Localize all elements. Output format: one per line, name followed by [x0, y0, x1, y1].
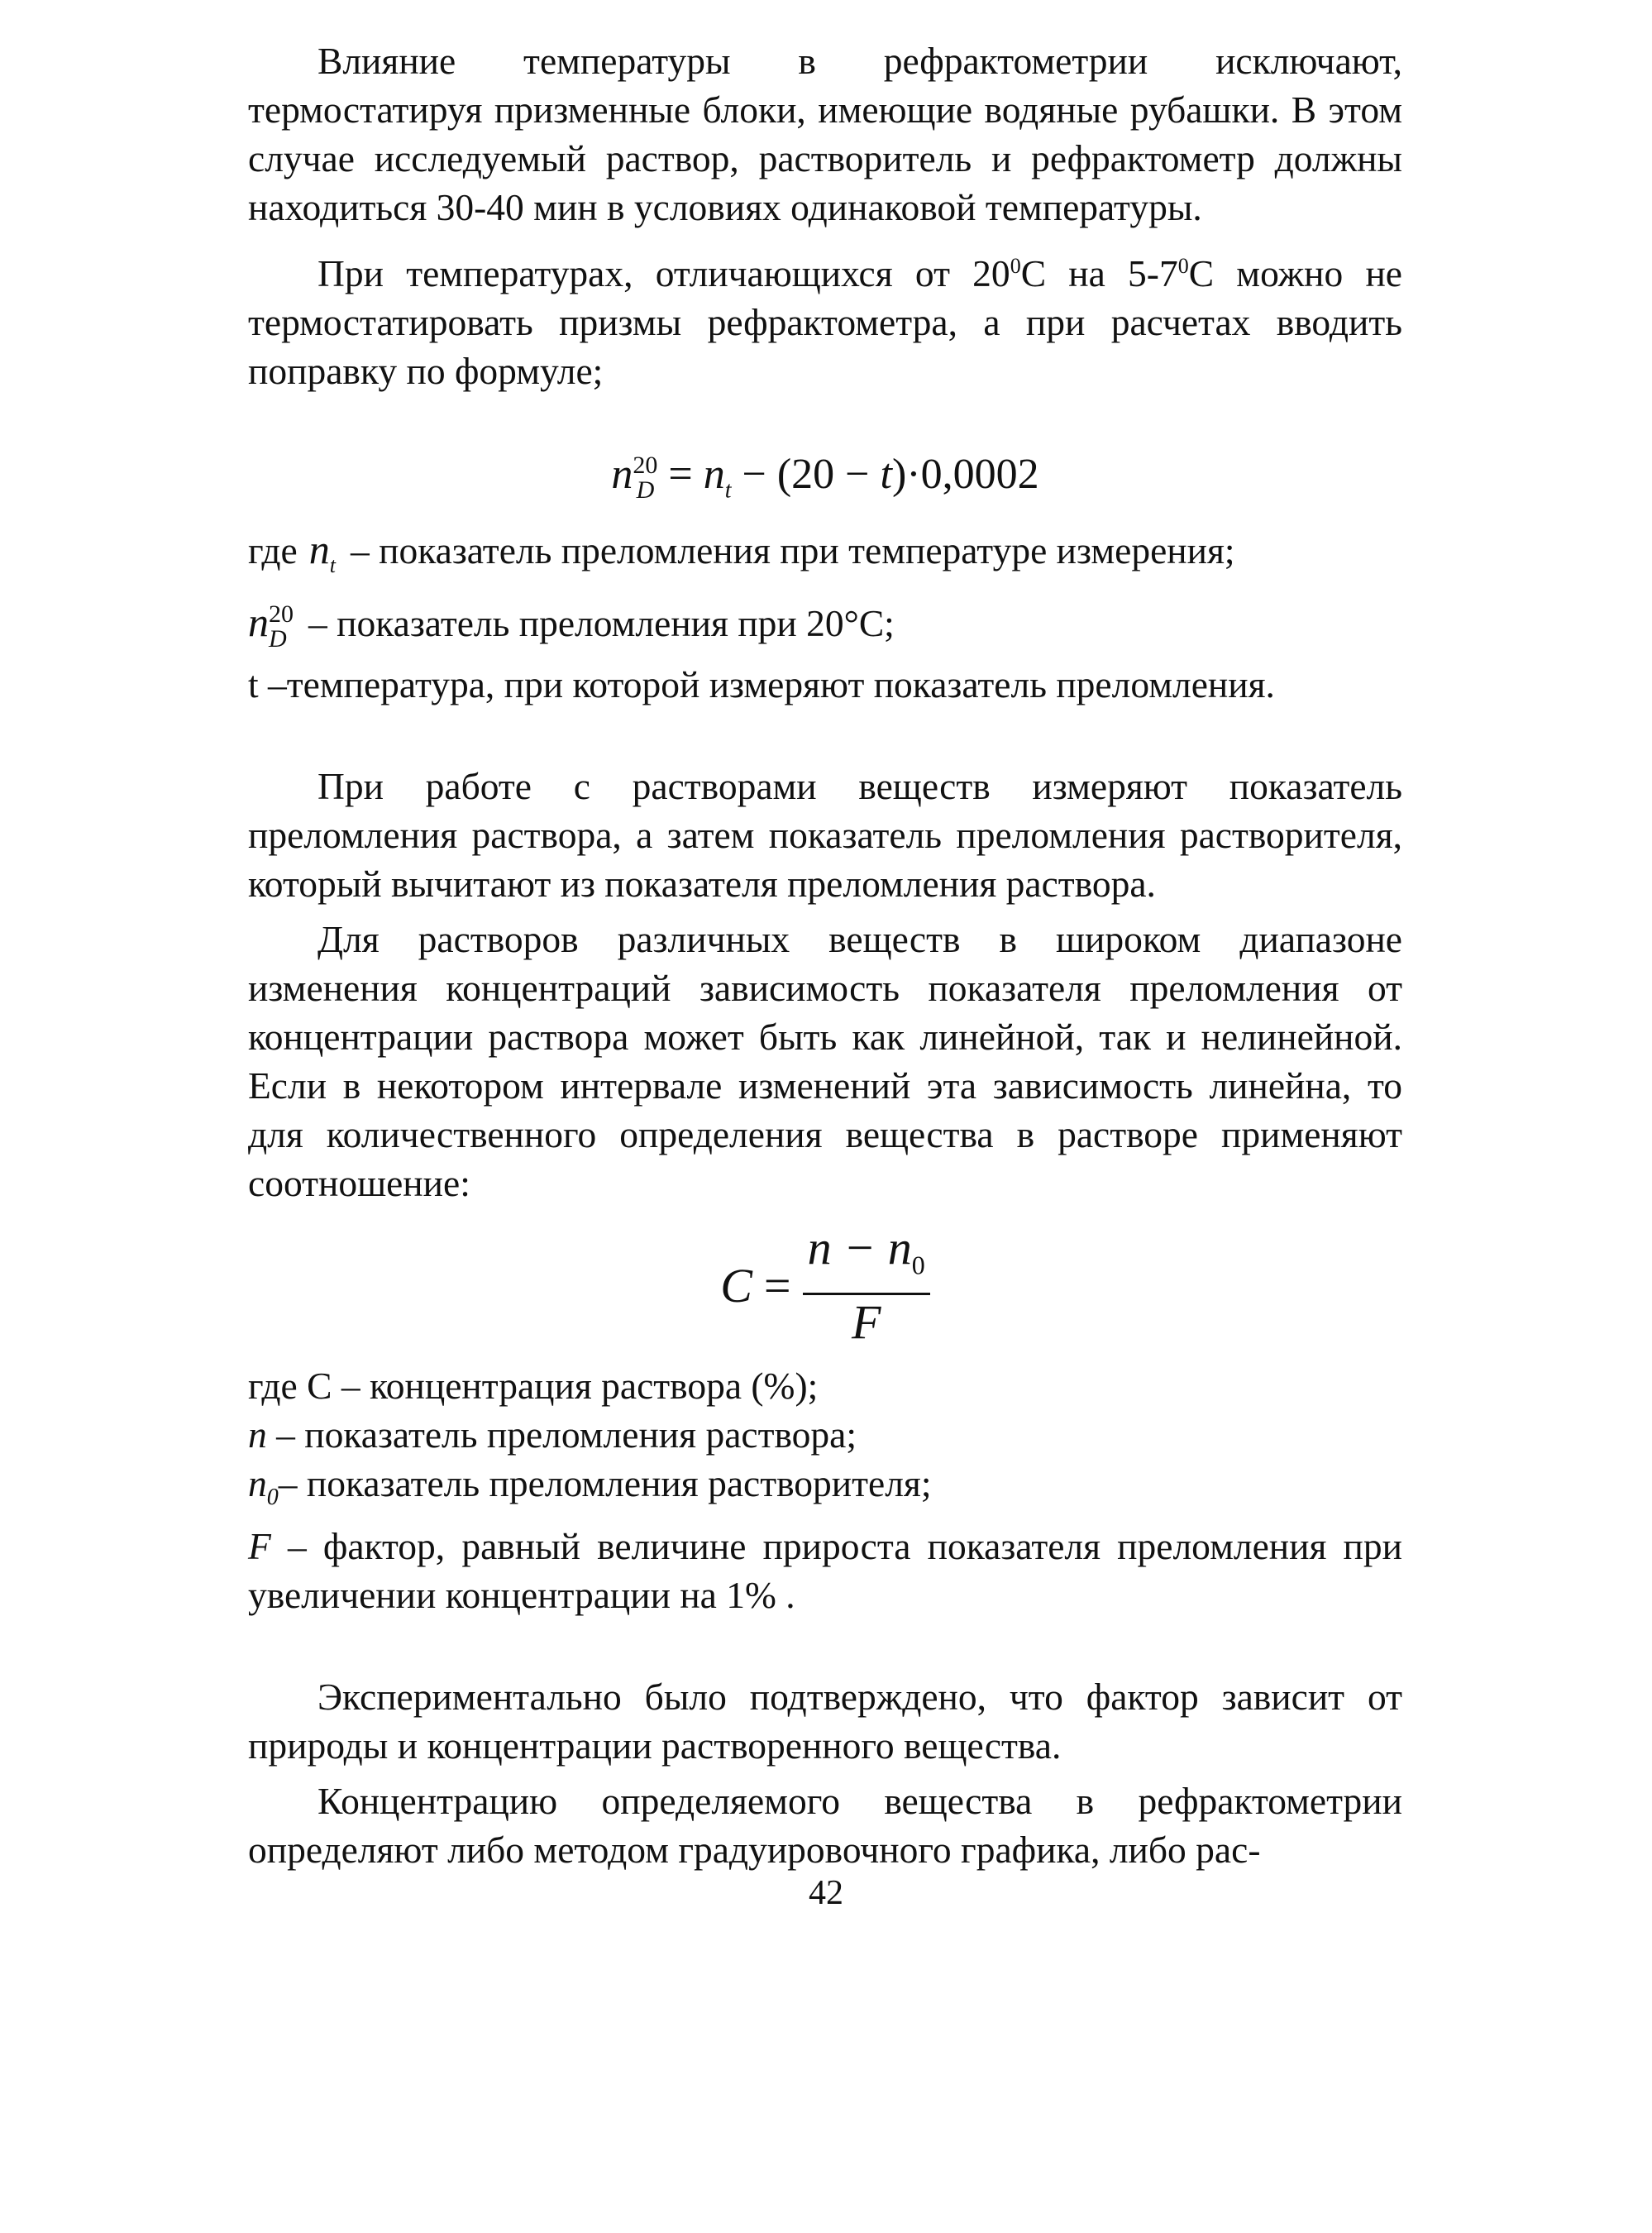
var-sup: 20 [269, 600, 294, 628]
def-n0 [248, 1459, 1402, 1522]
formula-t: t [880, 451, 892, 498]
def-n0-text: – показатель преломления растворителя; [278, 1461, 932, 1504]
def-nd-var [248, 598, 294, 652]
var-sub: t [329, 553, 336, 578]
page-number: 42 [809, 1874, 843, 1912]
fraction-denominator: F [851, 1294, 881, 1349]
def-t: t –температура, при которой измеряют показатель преломления. [248, 662, 1275, 705]
def-f [248, 1522, 1402, 1619]
var-supsub [269, 602, 294, 652]
numerator-sub: 0 [911, 1250, 925, 1280]
var-n: n [248, 1413, 267, 1456]
numerator-text: n − n [807, 1220, 912, 1274]
fraction [803, 1220, 930, 1349]
def-nd20 [248, 598, 1402, 652]
formula-c: C [720, 1259, 752, 1313]
paragraph-temperature-influence: Влияние температуры в рефрактометрии исключают, термостатируя призменные блоки, имеющие водяные рубашки. В этом случае исследуемый раствор, растворитель и рефрактометр должны находиться 30-40 мин в условиях одинаковой температуры. [248, 40, 1402, 228]
def-nt [248, 525, 1402, 590]
degree-superscript: 0 [1177, 254, 1189, 278]
formula-part: − (20 − [731, 451, 881, 498]
definitions-formula1 [248, 525, 1402, 709]
var-n: n [248, 599, 269, 646]
paragraph-factor: Экспериментально было подтверждено, что фактор зависит от природы и концентрации растворенного вещества. [248, 1675, 1402, 1767]
def-nt-var [309, 525, 336, 590]
formula-sub: D [636, 476, 655, 504]
def-c: где С – концентрация раствора (%); [248, 1364, 819, 1407]
paragraph-concentration-methods: Концентрацию определяемого вещества в рефрактометрии определяют либо методом градуировочного графика, либо рас- [248, 1779, 1402, 1871]
degree-superscript: 0 [1010, 254, 1021, 278]
paragraph-solutions: При работе с растворами веществ измеряют показатель преломления раствора, а затем показатель преломления растворителя, который вычитают из показателя преломления раствора. [248, 764, 1402, 905]
var-sub: 0 [266, 1484, 279, 1510]
fraction-numerator [803, 1220, 930, 1295]
formula-concentration [248, 1220, 1402, 1349]
def-n-text: – показатель преломления раствора; [266, 1413, 857, 1456]
concentration-equation [720, 1220, 930, 1349]
text-segment: С на 5-7 [1020, 252, 1178, 294]
formula-supsub [633, 453, 657, 503]
var-sub: D [269, 624, 287, 653]
var-n0: n [248, 1461, 267, 1504]
where-word: где [248, 529, 298, 572]
formula-equals: = [657, 451, 704, 498]
def-nt-text: – показатель преломления при температуре измерения; [350, 529, 1235, 572]
var-n: n [308, 526, 330, 573]
formula-equals: = [763, 1259, 791, 1313]
formula-temperature-correction [248, 440, 1402, 525]
paragraph-linear-dependence: Для растворов различных веществ в широком диапазоне изменения концентраций зависимость показателя преломления от концентрации раствора может быть как линейной, так и нелинейной. Если в некотором интервале изменений эта зависимость линейна, то для количественного определения вещества в растворе применяют соотношение: [248, 917, 1402, 1204]
formula-nt: n [703, 451, 725, 498]
text-segment: С можно не термостатировать призмы рефрактометра, а при расчетах вводить поправку по формуле; [248, 252, 1403, 392]
formula-nt-sub: t [724, 477, 732, 504]
formula-sup: 20 [633, 452, 658, 480]
def-nd-text: – показатель преломления при 20°С; [308, 602, 895, 645]
def-n [248, 1410, 1402, 1459]
var-f: F [248, 1524, 271, 1567]
text-segment: При температурах, отличающихся от 20 [318, 252, 1010, 294]
page-content [248, 36, 1402, 1874]
formula-n: n [611, 451, 633, 498]
paragraph-temperature-correction [248, 241, 1402, 395]
def-f-text: – фактор, равный величине прироста показателя преломления при увеличении концентрации на 1% . [248, 1524, 1402, 1616]
formula-part: )·0,0002 [891, 451, 1039, 498]
definitions-formula2 [248, 1361, 1402, 1619]
